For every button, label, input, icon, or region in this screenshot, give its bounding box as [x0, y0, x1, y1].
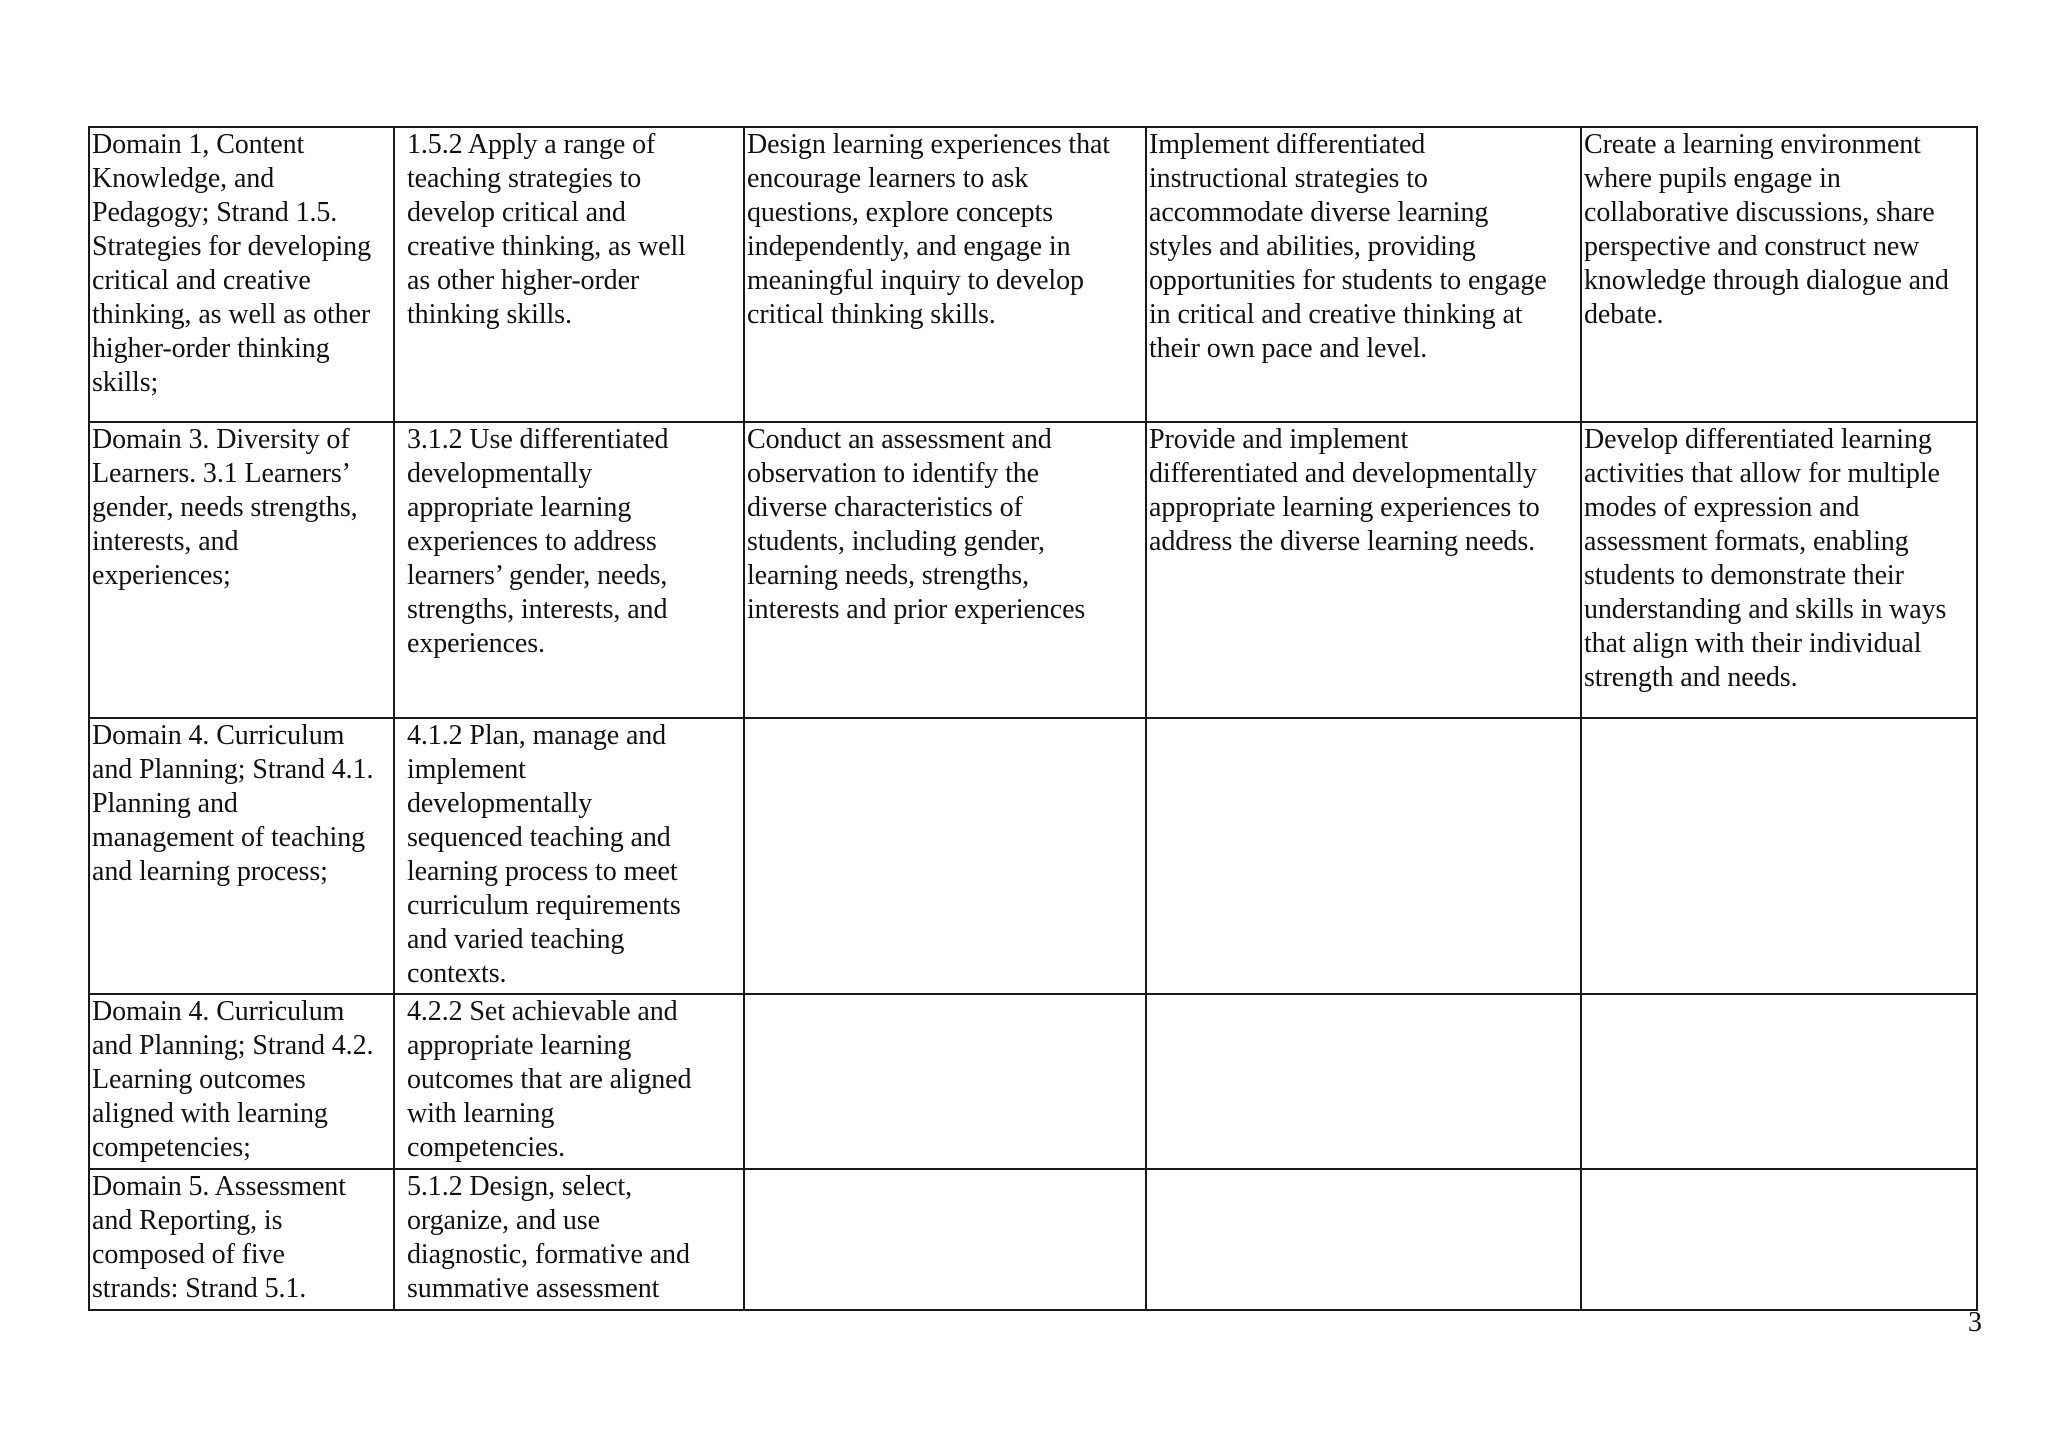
text-line: and Reporting, is [92, 1205, 283, 1236]
text-line: experiences; [92, 560, 231, 591]
implement-cell [1146, 994, 1581, 1169]
domain-cell [89, 1169, 394, 1310]
indicator-cell [394, 422, 744, 718]
text-line: in critical and creative thinking at [1149, 299, 1523, 330]
text-line: Domain 5. Assessment [92, 1171, 346, 1202]
text-line: questions, explore concepts [747, 197, 1053, 228]
text-line: Learners. 3.1 Learners’ [92, 458, 351, 489]
text-line: critical and creative [92, 265, 311, 296]
text-line: critical thinking skills. [747, 299, 996, 330]
text-line: where pupils engage in [1584, 163, 1841, 194]
text-line: Create a learning environment [1584, 129, 1921, 160]
text-line: and learning process; [92, 856, 328, 887]
text-line: Domain 3. Diversity of [92, 424, 350, 455]
text-line: encourage learners to ask [747, 163, 1029, 194]
text-line: learners’ gender, needs, [407, 560, 668, 591]
cell-text [395, 1170, 743, 1306]
text-line: thinking, as well as other [92, 299, 371, 330]
text-line: students to demonstrate their [1584, 560, 1904, 591]
text-line: assessment formats, enabling [1584, 526, 1909, 557]
text-line: meaningful inquiry to develop [747, 265, 1084, 296]
environment-cell [1581, 127, 1977, 422]
table-body [89, 127, 1977, 1310]
text-line: sequenced teaching and [407, 822, 671, 853]
text-line: appropriate learning [407, 1030, 632, 1061]
design-cell [744, 1169, 1146, 1310]
text-line: 4.2.2 Set achievable and [407, 996, 678, 1027]
text-line: gender, needs strengths, [92, 492, 358, 523]
text-line: developmentally [407, 458, 593, 489]
design-cell [744, 422, 1146, 718]
text-line: activities that allow for multiple [1584, 458, 1940, 489]
text-line: Strategies for developing [92, 231, 371, 262]
text-line: learning process to meet [407, 856, 678, 887]
text-line: and Planning; Strand 4.1. [92, 754, 374, 785]
text-line: and Planning; Strand 4.2. [92, 1030, 374, 1061]
text-line: observation to identify the [747, 458, 1040, 489]
text-line: interests and prior experiences [747, 594, 1086, 625]
cell-text [90, 128, 393, 400]
cell-text [1147, 423, 1580, 559]
text-line: learning needs, strengths, [747, 560, 1029, 591]
text-line: opportunities for students to engage [1149, 265, 1547, 296]
text-line: teaching strategies to [407, 163, 642, 194]
indicator-cell [394, 1169, 744, 1310]
competency-table [88, 126, 1978, 1311]
text-line: strands: Strand 5.1. [92, 1273, 307, 1304]
text-line: Implement differentiated [1149, 129, 1426, 160]
environment-cell [1581, 1169, 1977, 1310]
cell-text [1582, 423, 1976, 695]
implement-cell [1146, 718, 1581, 994]
cell-text [1582, 128, 1976, 332]
text-line: and varied teaching [407, 924, 625, 955]
domain-cell [89, 994, 394, 1169]
text-line: students, including gender, [747, 526, 1045, 557]
text-line: thinking skills. [407, 299, 572, 330]
text-line: strengths, interests, and [407, 594, 668, 625]
table-row [89, 718, 1977, 994]
implement-cell [1146, 1169, 1581, 1310]
text-line: competencies; [92, 1132, 251, 1163]
cell-text [90, 719, 393, 889]
text-line: aligned with learning [92, 1098, 328, 1129]
cell-text [1147, 128, 1580, 366]
text-line: differentiated and developmentally [1149, 458, 1537, 489]
text-line: interests, and [92, 526, 239, 557]
text-line: Conduct an assessment and [747, 424, 1052, 455]
text-line: Learning outcomes [92, 1064, 306, 1095]
cell-text [90, 1170, 393, 1306]
text-line: creative thinking, as well [407, 231, 686, 262]
text-line: experiences. [407, 628, 545, 659]
cell-text [395, 423, 743, 661]
text-line: diverse characteristics of [747, 492, 1023, 523]
text-line: address the diverse learning needs. [1149, 526, 1536, 557]
cell-text [395, 719, 743, 991]
design-cell [744, 127, 1146, 422]
indicator-cell [394, 718, 744, 994]
design-cell [744, 718, 1146, 994]
environment-cell [1581, 718, 1977, 994]
text-line: appropriate learning experiences to [1149, 492, 1540, 523]
text-line: composed of five [92, 1239, 285, 1270]
text-line: appropriate learning [407, 492, 632, 523]
environment-cell [1581, 994, 1977, 1169]
cell-text [90, 995, 393, 1165]
text-line: outcomes that are aligned [407, 1064, 692, 1095]
text-line: instructional strategies to [1149, 163, 1428, 194]
text-line: management of teaching [92, 822, 366, 853]
text-line: Planning and [92, 788, 238, 819]
text-line: styles and abilities, providing [1149, 231, 1476, 262]
domain-cell [89, 718, 394, 994]
cell-text [395, 995, 743, 1165]
text-line: Domain 1, Content [92, 129, 305, 160]
design-cell [744, 994, 1146, 1169]
text-line: their own pace and level. [1149, 333, 1428, 364]
table-row [89, 422, 1977, 718]
text-line: with learning [407, 1098, 555, 1129]
cell-text [90, 423, 393, 593]
text-line: perspective and construct new [1584, 231, 1920, 262]
indicator-cell [394, 994, 744, 1169]
text-line: Develop differentiated learning [1584, 424, 1932, 455]
text-line: Provide and implement [1149, 424, 1409, 455]
cell-text [745, 423, 1145, 627]
cell-text [745, 128, 1145, 332]
text-line: Pedagogy; Strand 1.5. [92, 197, 338, 228]
table-row [89, 127, 1977, 422]
implement-cell [1146, 127, 1581, 422]
text-line: experiences to address [407, 526, 657, 557]
text-line: as other higher-order [407, 265, 640, 296]
text-line: collaborative discussions, share [1584, 197, 1935, 228]
domain-cell [89, 127, 394, 422]
table-row [89, 994, 1977, 1169]
text-line: Knowledge, and [92, 163, 275, 194]
text-line: higher-order thinking [92, 333, 330, 364]
text-line: strength and needs. [1584, 662, 1798, 693]
text-line: Domain 4. Curriculum [92, 720, 345, 751]
implement-cell [1146, 422, 1581, 718]
text-line: that align with their individual [1584, 628, 1922, 659]
text-line: diagnostic, formative and [407, 1239, 690, 1270]
domain-cell [89, 422, 394, 718]
text-line: modes of expression and [1584, 492, 1860, 523]
cell-text [395, 128, 743, 332]
text-line: 3.1.2 Use differentiated [407, 424, 669, 455]
indicator-cell [394, 127, 744, 422]
text-line: develop critical and [407, 197, 626, 228]
text-line: implement [407, 754, 526, 785]
text-line: contexts. [407, 958, 507, 989]
table-row [89, 1169, 1977, 1310]
text-line: skills; [92, 367, 159, 398]
text-line: competencies. [407, 1132, 566, 1163]
text-line: 1.5.2 Apply a range of [407, 129, 656, 160]
text-line: understanding and skills in ways [1584, 594, 1947, 625]
text-line: summative assessment [407, 1273, 660, 1304]
text-line: independently, and engage in [747, 231, 1071, 262]
environment-cell [1581, 422, 1977, 718]
text-line: curriculum requirements [407, 890, 681, 921]
text-line: organize, and use [407, 1205, 600, 1236]
text-line: knowledge through dialogue and [1584, 265, 1949, 296]
text-line: developmentally [407, 788, 593, 819]
text-line: debate. [1584, 299, 1664, 330]
page-number: 3 [1968, 1307, 1982, 1338]
text-line: Domain 4. Curriculum [92, 996, 345, 1027]
text-line: Design learning experiences that [747, 129, 1110, 160]
text-line: 4.1.2 Plan, manage and [407, 720, 667, 751]
text-line: accommodate diverse learning [1149, 197, 1489, 228]
text-line: 5.1.2 Design, select, [407, 1171, 632, 1202]
